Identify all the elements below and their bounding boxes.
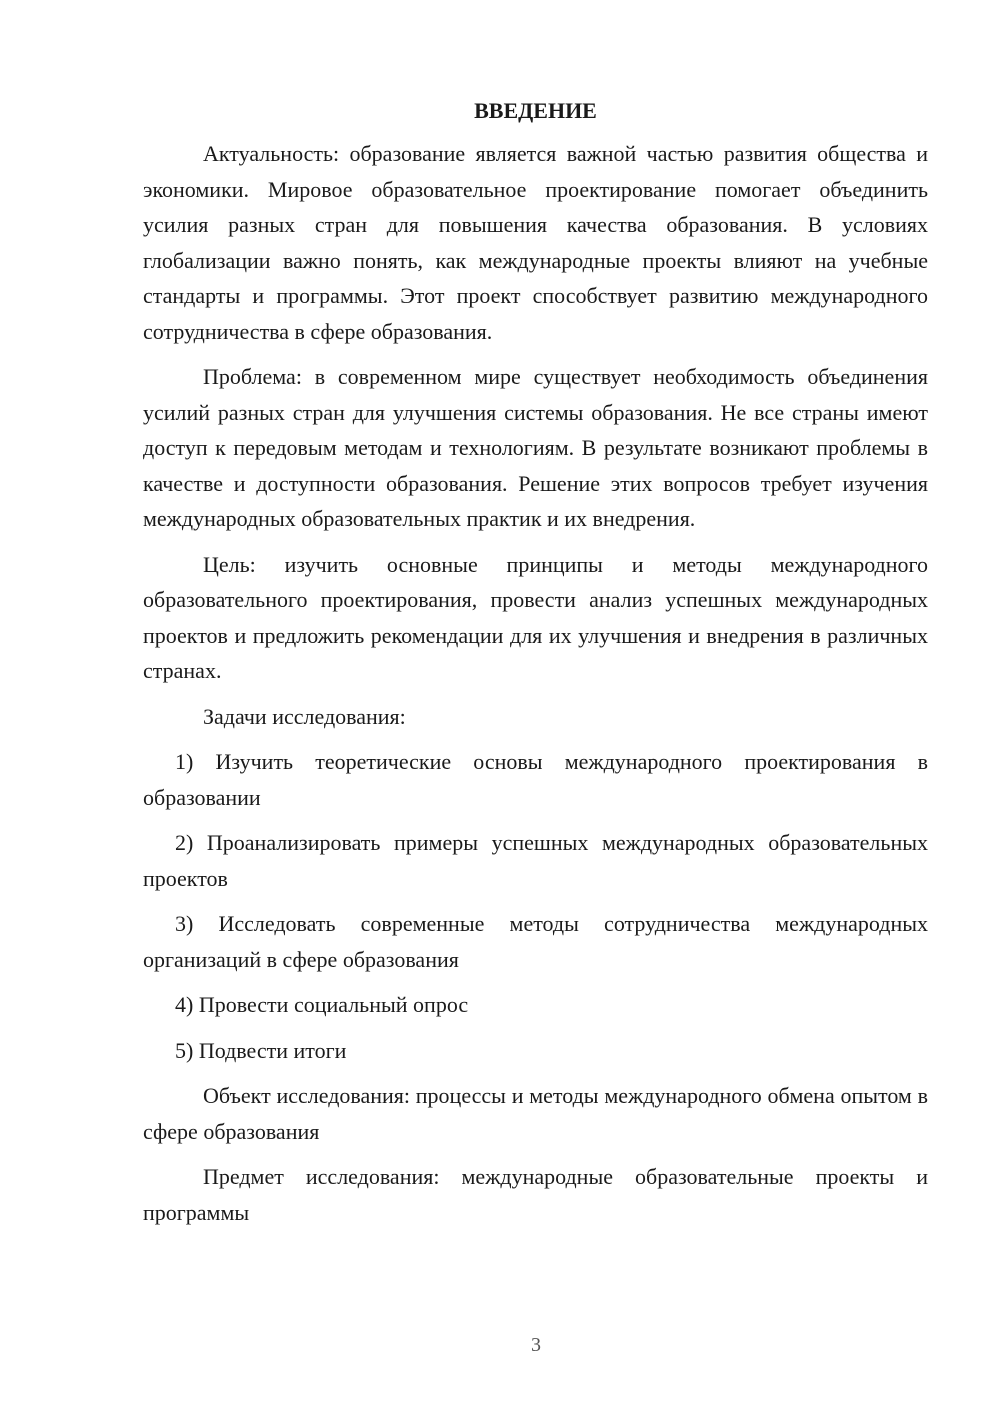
task-item-5: 5) Подвести итоги xyxy=(175,1037,347,1063)
paragraph-problem: Проблема: в современном мире существует необходимость объединения усилий разных стран для улучшения системы образования. Не все страны имеют доступ к передовым методам и технологиям. В результате возникают проблемы в качестве и доступности образования. Решение этих вопросов требует изучения международных образовательных практик и их внедрения. xyxy=(143,364,928,531)
tasks-heading: Задачи исследования: xyxy=(203,703,406,729)
page-number: 3 xyxy=(531,1334,541,1356)
task-item-3: 3) Исследовать современные методы сотрудничества международных организаций в сфере образования xyxy=(143,911,928,972)
paragraph-goal: Цель: изучить основные принципы и методы международного образовательного проектирования, провести анализ успешных международных проектов и предложить рекомендации для их улучшения и внедрения в различных странах. xyxy=(143,551,928,683)
task-item-4: 4) Провести социальный опрос xyxy=(175,992,469,1017)
document-page xyxy=(143,96,928,1240)
task-item-1: 1) Изучить теоретические основы международного проектирования в образовании xyxy=(143,749,928,810)
paragraph-relevance: Актуальность: образование является важной частью развития общества и экономики. Мировое образовательное проектирование помогает объединить усилия разных стран для повышения качества образования. В условиях глобализации важно понять, как международные проекты влияют на учебные стандарты и программы. Этот проект способствует развитию международного сотрудничества в сфере образования. xyxy=(143,141,928,344)
page-title: ВВЕДЕНИЕ xyxy=(474,98,597,123)
task-item-2: 2) Проанализировать примеры успешных международных образовательных проектов xyxy=(143,830,928,891)
paragraph-subject: Предмет исследования: международные образовательные проекты и программы xyxy=(143,1164,928,1225)
paragraph-object: Объект исследования: процессы и методы международного обмена опытом в сфере образования xyxy=(143,1083,928,1144)
